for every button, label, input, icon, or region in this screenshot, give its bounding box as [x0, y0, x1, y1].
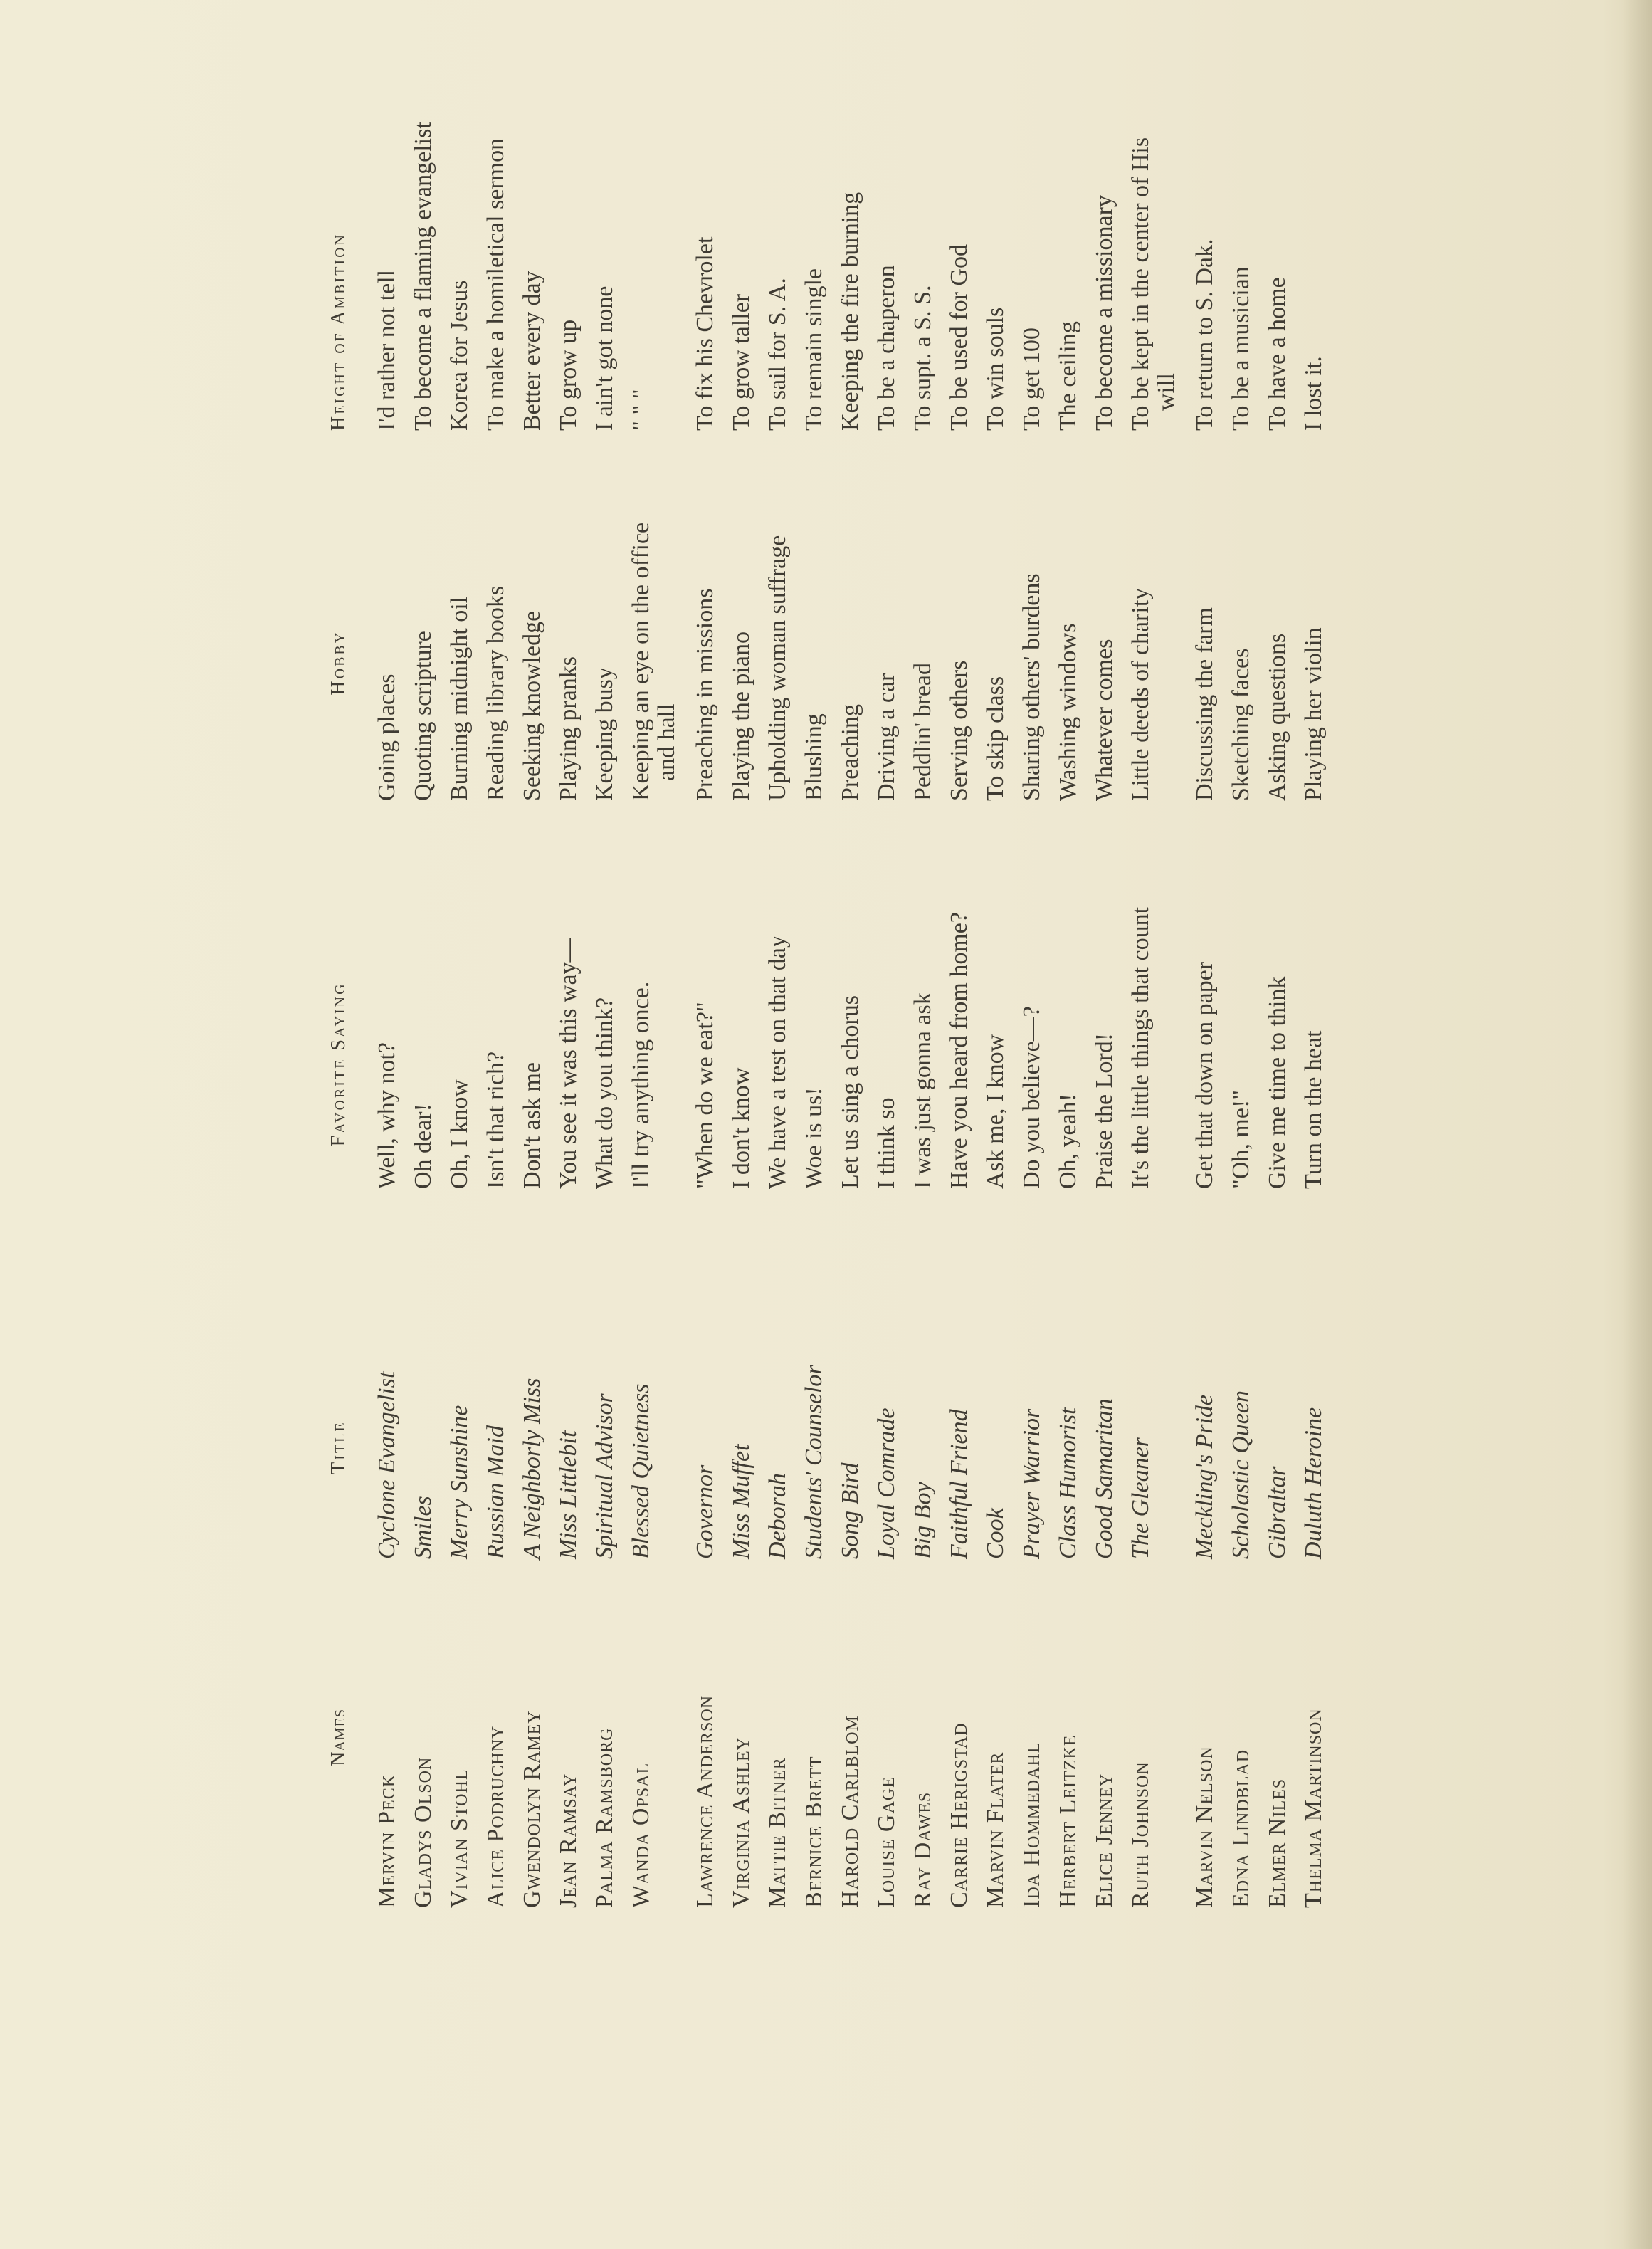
- student-title: Deborah: [764, 1473, 791, 1559]
- favorite-saying: I think so: [873, 1097, 900, 1189]
- ambition: Korea for Jesus: [446, 280, 473, 431]
- hobby: Asking questions: [1264, 633, 1290, 801]
- hobby: Whatever comes: [1091, 639, 1117, 801]
- table-row: [837, 192, 863, 1908]
- hobby: Little deeds of charity: [1127, 587, 1154, 801]
- student-name: Wanda Opsal: [628, 1762, 654, 1908]
- student-name: Carrie Herigstad: [946, 1722, 972, 1908]
- header-names: Names: [327, 1709, 349, 1766]
- student-title: Blessed Quietness: [628, 1383, 654, 1559]
- ambition-continued: will: [1153, 373, 1179, 411]
- favorite-saying: Praise the Lord!: [1091, 1032, 1117, 1189]
- table-header: [327, 233, 374, 1908]
- ambition: To return to S. Dak.: [1191, 238, 1218, 431]
- student-title: Scholastic Queen: [1228, 1390, 1254, 1559]
- hobby: Sketching faces: [1228, 648, 1254, 801]
- table-row: [1056, 292, 1081, 1908]
- hobby: Upholding woman suffrage: [764, 535, 791, 801]
- favorite-saying: Woe is us!: [801, 1087, 827, 1189]
- table-row: [1091, 195, 1117, 1908]
- hobby: Reading library books: [483, 585, 509, 801]
- hobby: Blushing: [801, 713, 827, 801]
- table-row: [1019, 292, 1045, 1908]
- favorite-saying: We have a test on that day: [764, 935, 791, 1189]
- favorite-saying: Give me time to think: [1264, 976, 1290, 1189]
- ambition: The ceiling: [1055, 321, 1081, 431]
- student-name: Ida Hommedahl: [1019, 1741, 1045, 1908]
- hobby: Driving a car: [873, 673, 900, 801]
- hobby: Preaching in missions: [692, 588, 718, 801]
- table-row: [556, 292, 582, 1908]
- table-row: [873, 265, 900, 1908]
- ambition-cell: [1127, 137, 1179, 431]
- favorite-saying: Oh, yeah!: [1055, 1093, 1081, 1189]
- table-row: [483, 137, 509, 1908]
- favorite-saying: Oh dear!: [410, 1103, 436, 1189]
- student-name: Thelma Martinson: [1300, 1708, 1327, 1908]
- ambition: Better every day: [519, 271, 545, 431]
- favorite-saying: Do you believe—?: [1019, 1006, 1045, 1189]
- table-row: [946, 243, 972, 1908]
- student-title: Prayer Warrior: [1019, 1408, 1045, 1559]
- favorite-saying: You see it was this way—: [555, 938, 582, 1189]
- hobby: Preaching: [837, 704, 863, 801]
- student-title: Miss Littlebit: [555, 1430, 582, 1559]
- hobby: Discussing the farm: [1191, 607, 1218, 801]
- header-hobby: Hobby: [327, 630, 349, 696]
- table-row: [1228, 266, 1254, 1908]
- favorite-saying: It's the little things that count: [1127, 906, 1154, 1189]
- class-roster-table: [327, 122, 1327, 1908]
- table-row: [628, 292, 680, 1908]
- student-name: Herbert Leitzke: [1055, 1734, 1081, 1908]
- hobby: Seeking knowledge: [519, 610, 545, 801]
- ambition: I'd rather not tell: [374, 269, 400, 431]
- student-name: Jean Ramsay: [555, 1773, 582, 1908]
- student-title: Russian Maid: [483, 1425, 509, 1559]
- table-row: [446, 280, 473, 1908]
- ambition: To win souls: [982, 307, 1009, 431]
- table-row: [764, 278, 791, 1908]
- table-row: [1301, 292, 1327, 1908]
- ambition: To be a chaperon: [873, 265, 900, 431]
- student-name: Elice Jenney: [1091, 1773, 1117, 1908]
- table-row: [519, 271, 545, 1908]
- student-title: Miss Muffet: [728, 1444, 754, 1559]
- favorite-saying: Have you heard from home?: [946, 912, 972, 1189]
- student-title: Smiles: [410, 1496, 436, 1559]
- ambition: To become a flaming evangelist: [410, 122, 436, 431]
- header-favorite-saying: Favorite Saying: [327, 982, 349, 1147]
- student-title: Duluth Heroine: [1300, 1407, 1327, 1559]
- table-row: [910, 285, 936, 1908]
- student-title: Merry Sunshine: [446, 1405, 473, 1559]
- hobby: Going places: [374, 673, 400, 801]
- favorite-saying: Turn on the heat: [1300, 1030, 1327, 1189]
- student-title: Students' Counselor: [801, 1365, 827, 1559]
- hobby: Keeping an eye on the office: [628, 522, 654, 801]
- table-row: [591, 285, 618, 1908]
- student-name: Mattie Bitner: [764, 1757, 791, 1908]
- ambition: To be a musician: [1228, 266, 1254, 431]
- student-title: Good Samaritan: [1091, 1398, 1117, 1559]
- favorite-saying: Don't ask me: [519, 1062, 545, 1189]
- ambition: To supt. a S. S.: [910, 285, 936, 431]
- hobby: Playing her violin: [1300, 627, 1327, 801]
- student-name: Marvin Nelson: [1191, 1746, 1218, 1908]
- table-row: [374, 269, 400, 1908]
- student-name: Bernice Brett: [801, 1756, 827, 1908]
- table-row: [801, 268, 827, 1908]
- table-row: [1264, 277, 1290, 1908]
- student-name: Lawrence Anderson: [692, 1694, 718, 1908]
- student-title: Loyal Comrade: [873, 1407, 900, 1559]
- student-name: Gwendolyn Ramey: [519, 1710, 545, 1908]
- hobby: Quoting scripture: [410, 631, 436, 801]
- hobby: Washing windows: [1055, 623, 1081, 801]
- student-title: Meckling's Pride: [1191, 1394, 1218, 1559]
- ambition: To fix his Chevrolet: [692, 236, 718, 431]
- hobby: To skip class: [982, 676, 1009, 801]
- favorite-saying: Get that down on paper: [1191, 961, 1218, 1189]
- student-name: Louise Gage: [873, 1776, 900, 1908]
- ambition: To have a home: [1264, 277, 1290, 431]
- student-name: Mervin Peck: [374, 1773, 400, 1908]
- table-row: [1127, 137, 1179, 1908]
- student-title: Gibraltar: [1264, 1466, 1290, 1559]
- hobby: Keeping busy: [591, 667, 618, 801]
- student-name: Palma Ramsborg: [591, 1727, 618, 1908]
- student-title: Spiritual Advisor: [591, 1393, 618, 1559]
- favorite-saying: Let us sing a chorus: [837, 995, 863, 1189]
- favorite-saying: I was just gonna ask: [910, 992, 936, 1189]
- student-name: Alice Podruchny: [483, 1725, 509, 1908]
- favorite-saying: I'll try anything once.: [628, 981, 654, 1189]
- hobby-cell: [628, 431, 680, 801]
- student-name: Edna Lindblad: [1228, 1749, 1254, 1908]
- table-row: [410, 122, 436, 1908]
- ambition: To become a missionary: [1091, 195, 1117, 431]
- page-edge-shadow: [1622, 0, 1652, 2249]
- student-title: The Gleaner: [1127, 1437, 1154, 1559]
- student-name: Gladys Olson: [410, 1756, 436, 1908]
- student-name: Marvin Flater: [982, 1751, 1009, 1908]
- favorite-saying: "Oh, me!": [1228, 1089, 1254, 1189]
- favorite-saying: What do you think?: [591, 997, 618, 1189]
- header-height-of-ambition: Height of Ambition: [327, 233, 349, 431]
- header-title: Title: [327, 1420, 349, 1474]
- ambition: To sail for S. A.: [764, 278, 791, 431]
- student-name: Vivian Stohl: [446, 1768, 473, 1908]
- student-name: Elmer Niles: [1264, 1778, 1290, 1908]
- ambition: To grow up: [555, 319, 582, 431]
- ambition: To remain single: [801, 268, 827, 431]
- favorite-saying: Oh, I know: [446, 1079, 473, 1189]
- student-title: A Neighborly Miss: [519, 1378, 545, 1559]
- student-title: Governor: [692, 1464, 718, 1559]
- favorite-saying: Ask me, I know: [982, 1034, 1009, 1189]
- ambition: To make a homiletical sermon: [483, 137, 509, 431]
- ambition: Keeping the fire burning: [837, 192, 863, 431]
- student-title: Class Humorist: [1055, 1407, 1081, 1559]
- hobby: Serving others: [946, 660, 972, 801]
- hobby: Playing the piano: [728, 631, 754, 801]
- hobby: Burning midnight oil: [446, 596, 473, 801]
- ambition: To get 100: [1019, 327, 1045, 431]
- favorite-saying: I don't know: [728, 1067, 754, 1189]
- hobby: Playing pranks: [555, 656, 582, 801]
- student-name: Ray Dawes: [910, 1791, 936, 1908]
- favorite-saying: Isn't that rich?: [483, 1051, 509, 1189]
- table-row: [983, 292, 1009, 1908]
- favorite-saying: Well, why not?: [374, 1042, 400, 1189]
- student-title: Song Bird: [837, 1462, 863, 1559]
- ambition: To be used for God: [946, 243, 972, 431]
- ambition: " " ": [628, 389, 654, 431]
- student-title: Cyclone Evangelist: [374, 1371, 400, 1559]
- ambition: I lost it.: [1300, 356, 1327, 431]
- hobby: Peddlin' bread: [910, 662, 936, 801]
- hobby: Sharing others' burdens: [1019, 573, 1045, 801]
- favorite-saying: "When do we eat?": [692, 1002, 718, 1189]
- table-row: [729, 292, 754, 1908]
- ambition: To be kept in the center of His: [1127, 137, 1154, 431]
- ambition: I ain't got none: [591, 285, 618, 431]
- student-title: Cook: [982, 1508, 1009, 1559]
- student-title: Big Boy: [910, 1482, 936, 1559]
- table-row: [1191, 238, 1218, 1908]
- hobby-continued: and hall: [653, 703, 680, 781]
- student-title: Faithful Friend: [946, 1409, 972, 1559]
- table-row: [692, 236, 718, 1908]
- ambition: To grow taller: [728, 293, 754, 431]
- student-name: Ruth Johnson: [1127, 1761, 1154, 1908]
- student-name: Virginia Ashley: [728, 1736, 754, 1908]
- student-name: Harold Carlblom: [837, 1715, 863, 1908]
